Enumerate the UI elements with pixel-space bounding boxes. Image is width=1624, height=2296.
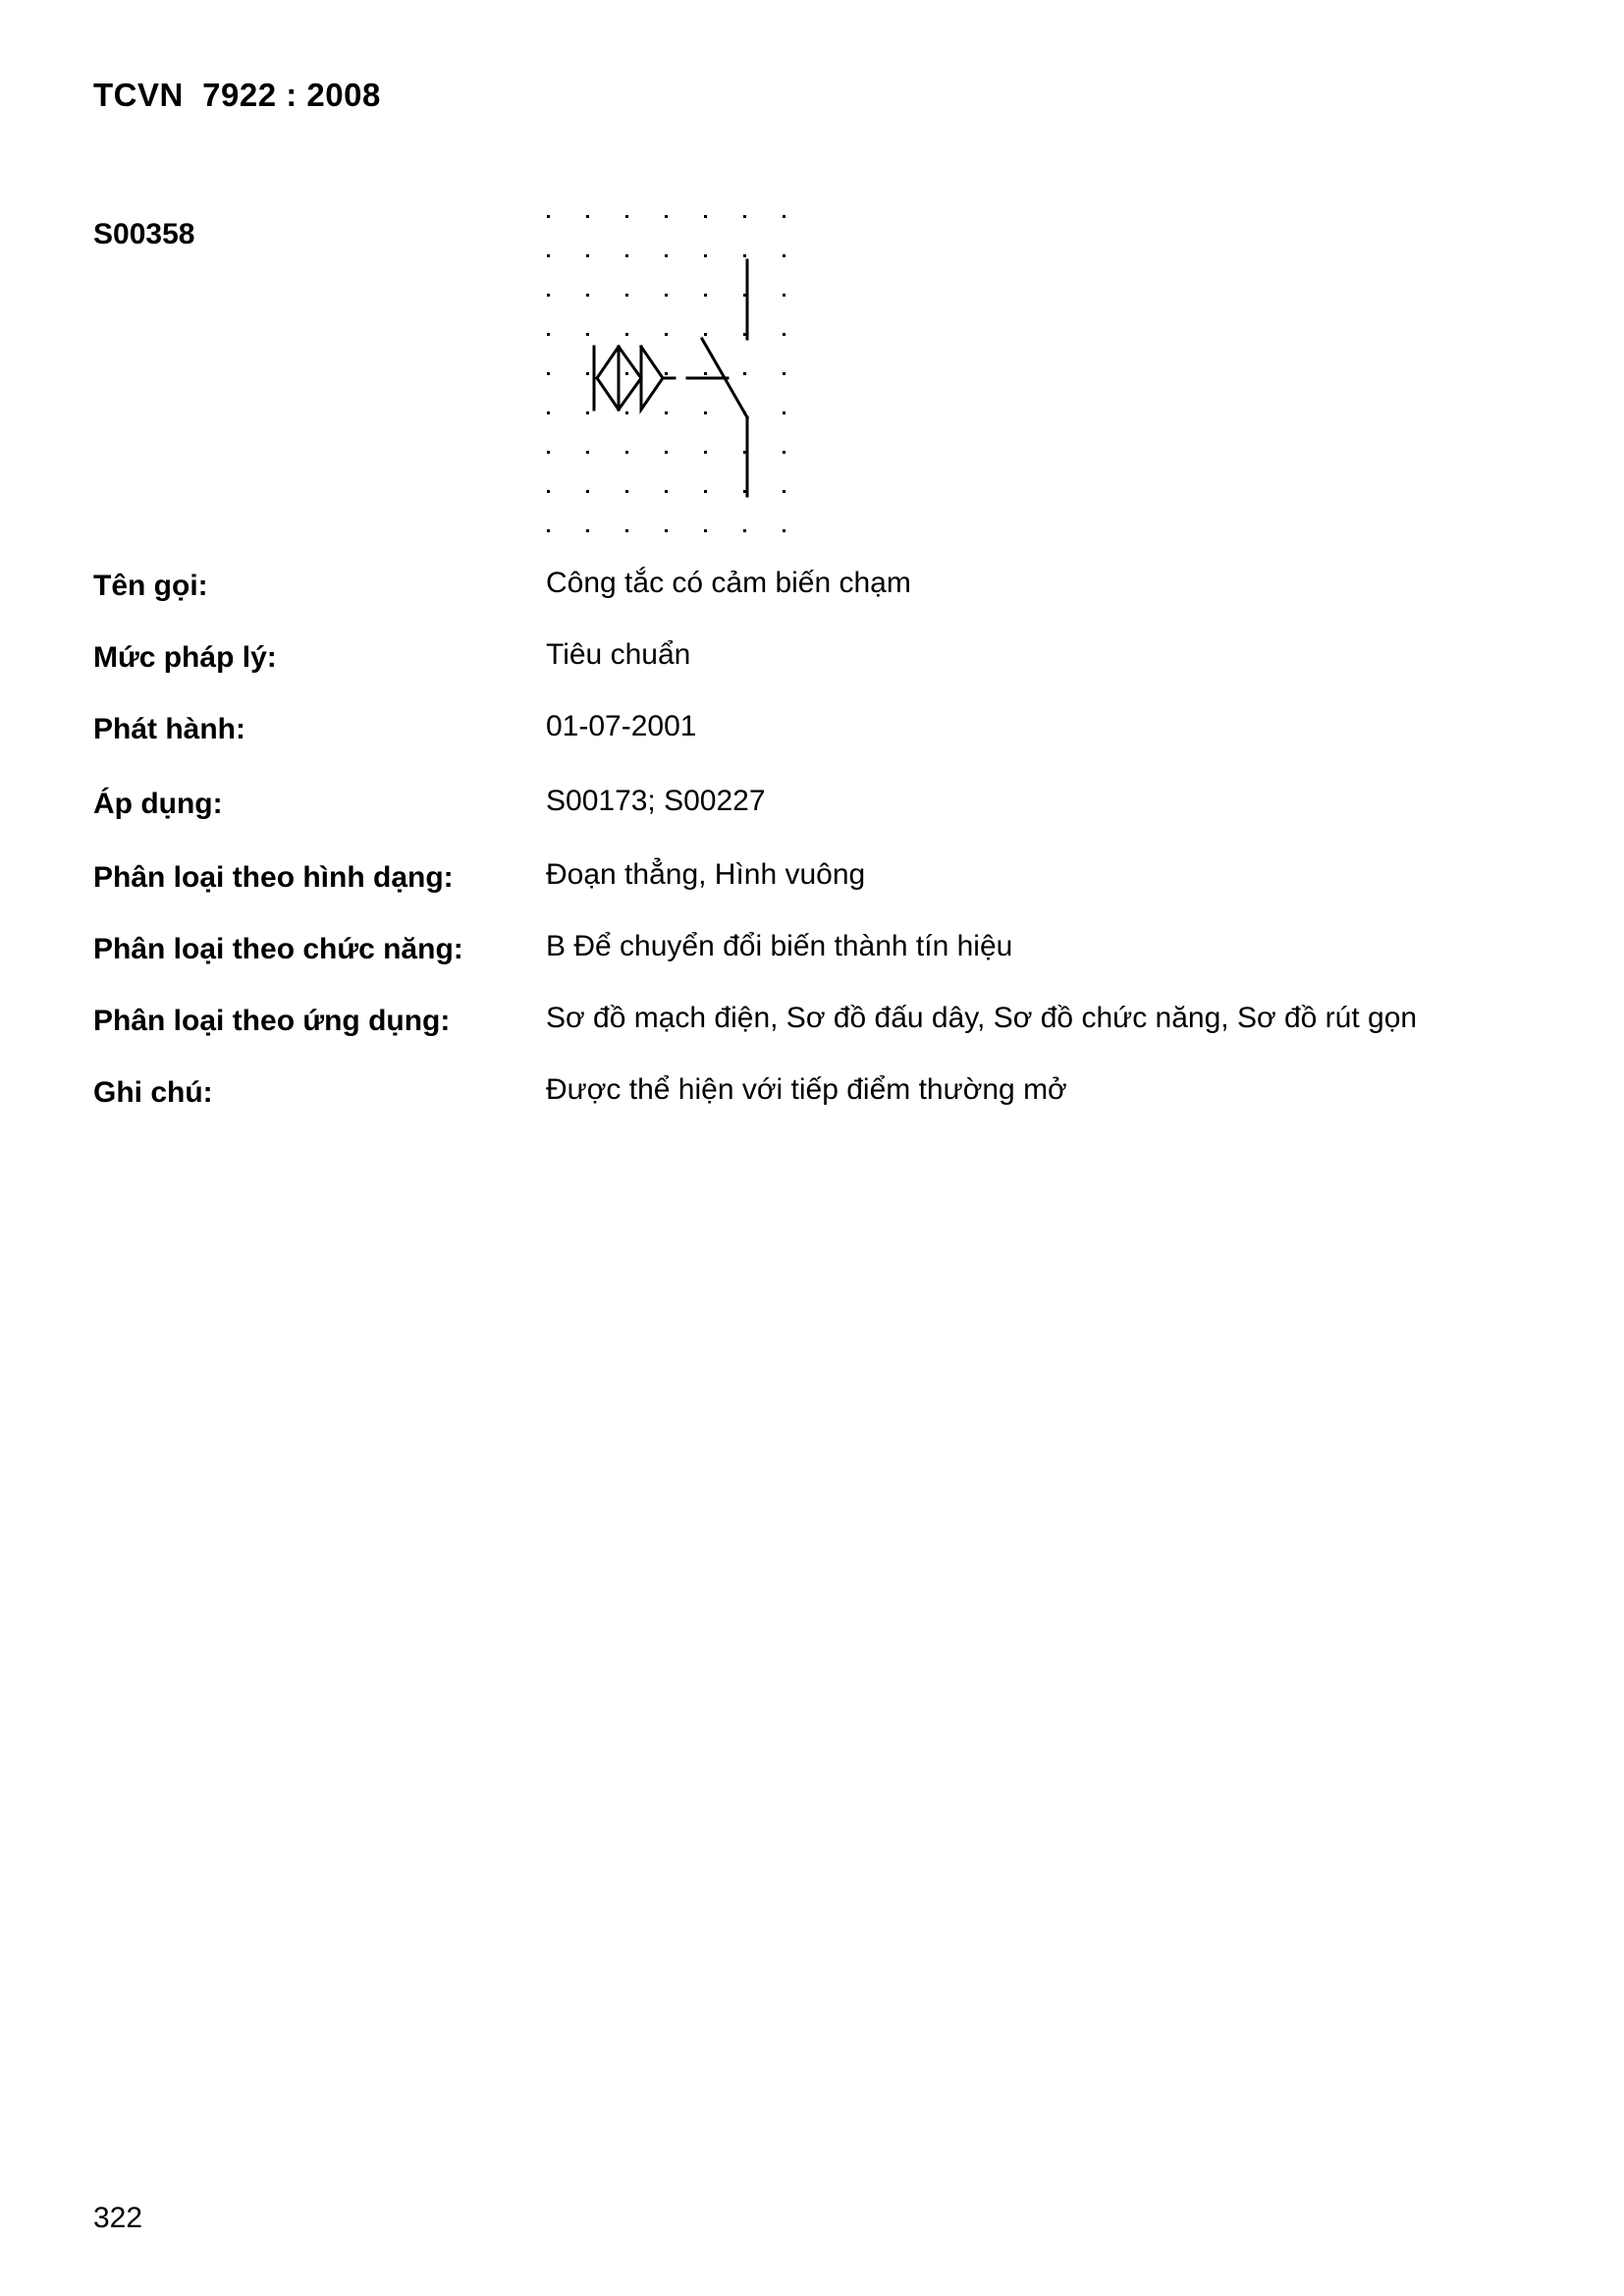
field-value: Sơ đồ mạch điện, Sơ đồ đấu dây, Sơ đồ chức năng, Sơ đồ rút gọn [546,1002,1418,1034]
grid-dot [665,333,668,336]
sensor-left-chevron [597,347,619,410]
grid-dots [547,215,785,532]
page-number: 322 [93,2202,143,2234]
grid-dot [743,529,746,532]
grid-dot [665,451,668,454]
grid-dot [783,451,785,454]
field-row-function-class [93,930,1566,982]
grid-dot [783,294,785,297]
field-row-note [93,1073,1566,1125]
document-header: TCVN 7922 : 2008 [93,77,381,113]
grid-dot [783,372,785,375]
grid-dot [743,254,746,257]
field-value: 01-07-2001 [546,710,697,742]
field-row-issued [93,710,1566,762]
grid-dot [547,411,550,414]
grid-dot [743,372,746,375]
grid-dot [586,215,589,218]
grid-dot [586,529,589,532]
grid-dot [547,451,550,454]
grid-dot [783,215,785,218]
sensor-diamond-right [619,347,641,410]
grid-dot [625,294,628,297]
field-label: Ghi chú: [93,1076,213,1109]
grid-dot [704,451,707,454]
grid-dot [547,294,550,297]
field-value: B Để chuyển đổi biến thành tín hiệu [546,930,1013,962]
grid-dot [586,294,589,297]
field-label: Phân loại theo hình dạng: [93,861,454,894]
grid-dot [586,411,589,414]
field-label: Mức pháp lý: [93,641,277,674]
grid-dot [625,372,628,375]
grid-dot [625,411,628,414]
grid-dot [704,529,707,532]
grid-dot [625,333,628,336]
grid-dot [547,529,550,532]
grid-dot [586,254,589,257]
field-row-applies [93,785,1566,837]
grid-dot [625,490,628,493]
grid-dot [704,215,707,218]
grid-dot [547,333,550,336]
grid-dot [704,411,707,414]
grid-dot [665,529,668,532]
field-row-name [93,567,1566,619]
sensor-triangle [641,347,663,410]
grid-dot [586,490,589,493]
grid-dot [783,333,785,336]
field-label: Phân loại theo ứng dụng: [93,1005,451,1037]
grid-dot [704,294,707,297]
grid-dot [665,411,668,414]
field-label: Tên gọi: [93,570,208,602]
field-label: Phân loại theo chức năng: [93,933,463,965]
grid-dot [783,490,785,493]
grid-dot [547,490,550,493]
grid-dot [665,372,668,375]
grid-dot [783,254,785,257]
grid-dot [665,254,668,257]
grid-dot [783,411,785,414]
grid-dot [547,254,550,257]
field-value: Công tắc có cảm biến chạm [546,567,911,599]
grid-dot [743,215,746,218]
grid-dot [704,372,707,375]
grid-dot [704,490,707,493]
grid-dot [625,529,628,532]
grid-dot [704,254,707,257]
field-label: Áp dụng: [93,788,223,820]
field-label: Phát hành: [93,713,245,745]
field-value: Đoạn thẳng, Hình vuông [546,858,866,891]
grid-dot [665,490,668,493]
field-row-legal-level [93,638,1566,690]
grid-dot [547,215,550,218]
symbol-strokes [594,260,747,496]
field-row-shape-class [93,858,1566,910]
grid-dot [665,215,668,218]
grid-dot [625,215,628,218]
grid-dot [547,372,550,375]
grid-dot [704,333,707,336]
grid-dot [625,451,628,454]
grid-dot [586,372,589,375]
field-value: Được thể hiện với tiếp điểm thường mở [546,1073,1067,1106]
field-value: S00173; S00227 [546,785,766,817]
symbol-code: S00358 [93,218,195,250]
grid-dot [783,529,785,532]
grid-dot [586,333,589,336]
grid-dot [625,254,628,257]
grid-dot [586,451,589,454]
field-value: Tiêu chuẩn [546,638,691,671]
field-row-application-class [93,1002,1566,1054]
grid-dot [665,294,668,297]
touch-sensor-switch-symbol-icon [535,201,800,545]
